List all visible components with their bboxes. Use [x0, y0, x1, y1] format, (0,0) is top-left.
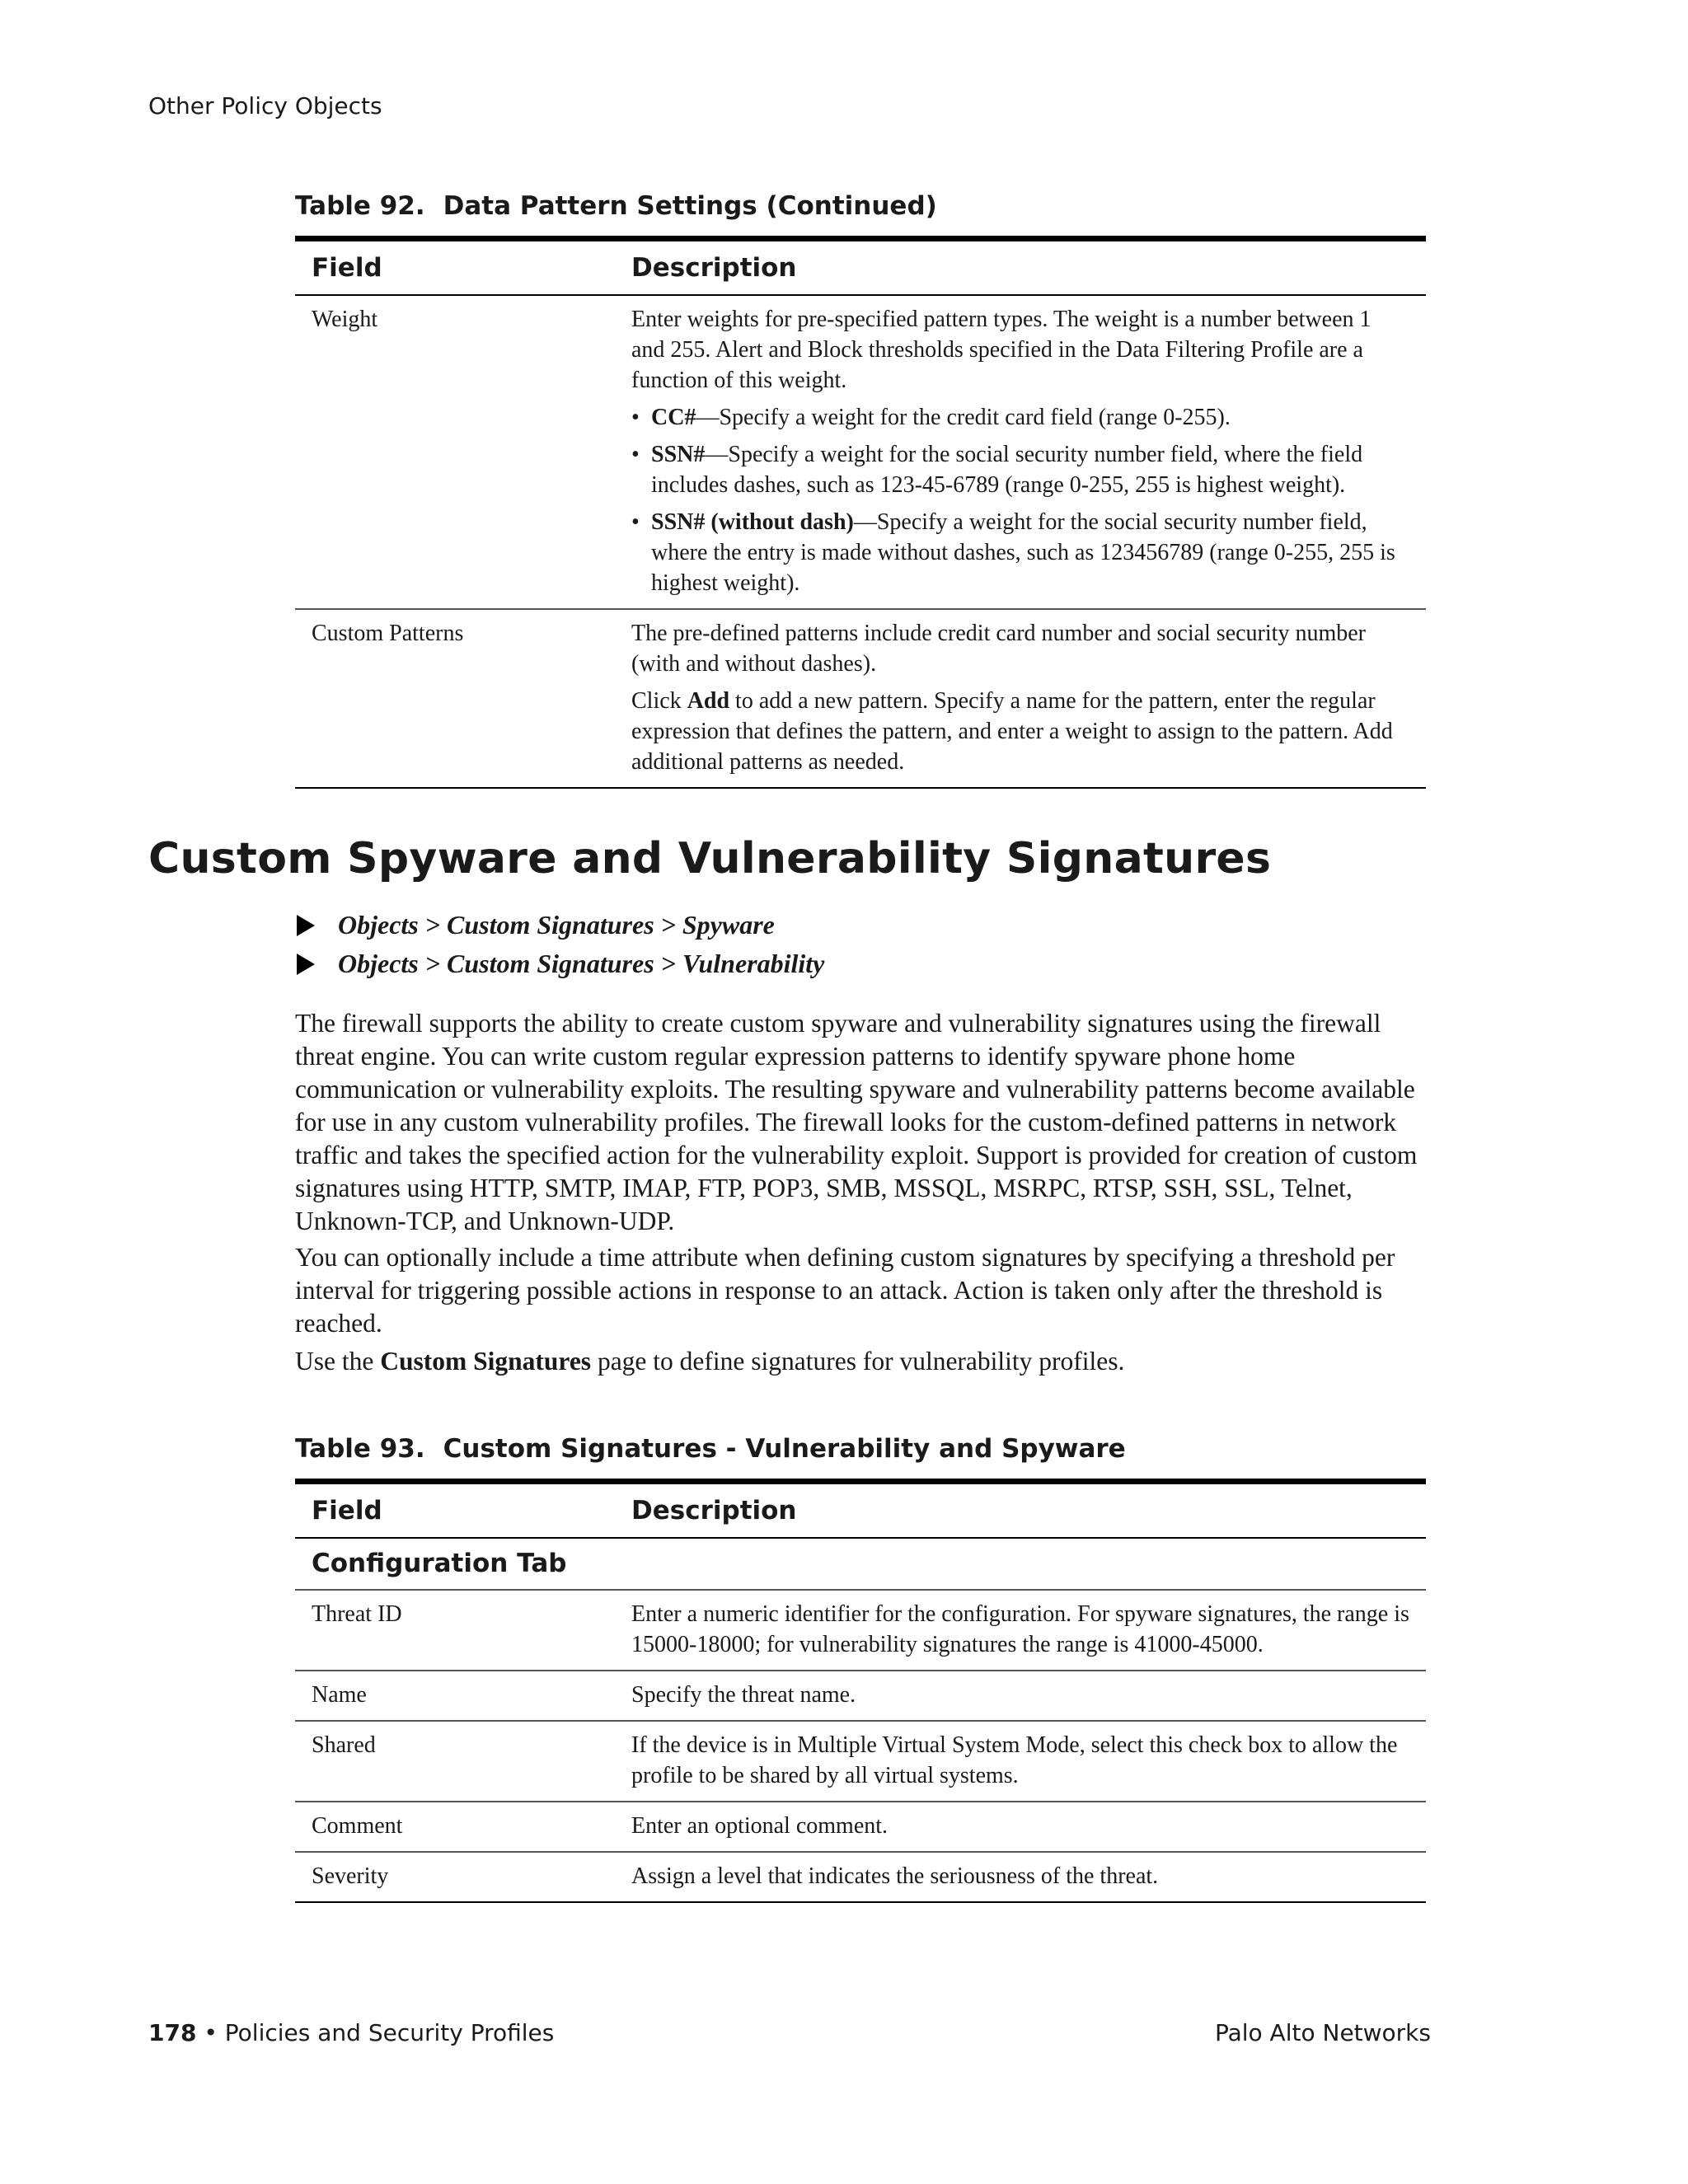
field-shared: Shared	[295, 1721, 615, 1802]
description-comment: Enter an optional comment.	[615, 1802, 1426, 1852]
table-row	[295, 609, 1426, 788]
table-header-row	[295, 239, 1426, 296]
field-custom-patterns: Custom Patterns	[295, 609, 615, 788]
table-row	[295, 1802, 1426, 1852]
table-section-row	[295, 1538, 1426, 1590]
bullet-item: • SSN# (without dash)—Specify a weight for the social security number field, where the entry is made without dashes, such as 123456789 (range 0-255, 255 is highest weight).	[631, 507, 1409, 598]
table-92-number: Table 92.	[295, 191, 425, 221]
section-title: Custom Spyware and Vulnerability Signatures	[148, 834, 1272, 883]
field-threat-id: Threat ID	[295, 1590, 615, 1671]
table-93	[295, 1479, 1426, 1903]
table-row	[295, 1671, 1426, 1721]
description-threat-id: Enter a numeric identifier for the configuration. For spyware signatures, the range is 15000-18000; for vulnerability signatures the range is 41000-45000.	[615, 1590, 1426, 1671]
column-header-description: Description	[615, 1482, 1426, 1539]
table-92-title: Data Pattern Settings (Continued)	[443, 191, 937, 221]
table-93-caption	[295, 1434, 1126, 1464]
chapter-title: Policies and Security Profiles	[224, 2019, 555, 2046]
configuration-tab-heading: Configuration Tab	[295, 1538, 1426, 1590]
custom-patterns-p2: Click Add to add a new pattern. Specify a name for the pattern, enter the regular expression that defines the pattern, and enter a weight to assign to the pattern. Add additional patterns as needed.	[631, 688, 1393, 775]
table-92-caption	[295, 191, 937, 221]
paragraph-time-attribute: You can optionally include a time attribute when defining custom signatures by specifying a threshold per interval for triggering possible actions in response to an attack. Action is taken only after the threshold is reached.	[295, 1243, 1395, 1338]
field-name: Name	[295, 1671, 615, 1721]
table-row	[295, 1852, 1426, 1902]
page-number: 178	[148, 2019, 197, 2046]
table-92	[295, 236, 1426, 789]
description-name: Specify the threat name.	[615, 1671, 1426, 1721]
paragraph-intro: The firewall supports the ability to create custom spyware and vulnerability signatures using the firewall threat engine. You can write custom regular expression patterns to identify spyware phone home communication or vulnerability exploits. The resulting spyware and vulnerability patterns become available for use in any custom vulnerability profiles. The firewall looks for the custom-defined patterns in network traffic and takes the specified action for the vulnerability exploit. Support is provided for creation of custom signatures using HTTP, SMTP, IMAP, FTP, POP3, SMB, MSSQL, MSRPC, RTSP, SSH, SSL, Telnet, Unknown-TCP, and Unknown-UDP.	[295, 1009, 1418, 1235]
column-header-description: Description	[615, 239, 1426, 296]
weight-intro: Enter weights for pre-specified pattern types. The weight is a number between 1 and 255. Alert and Block thresholds specified in the Data Filtering Profile are a function of this weight.	[631, 307, 1372, 393]
column-header-field: Field	[295, 239, 615, 296]
play-arrow-icon	[297, 954, 315, 975]
description-shared: If the device is in Multiple Virtual System Mode, select this check box to allow the profile to be shared by all virtual systems.	[615, 1721, 1426, 1802]
field-severity: Severity	[295, 1852, 615, 1902]
table-93-number: Table 93.	[295, 1434, 425, 1464]
field-comment: Comment	[295, 1802, 615, 1852]
table-row	[295, 295, 1426, 609]
paragraph-custom-signatures: Use the Custom Signatures page to define signatures for vulnerability profiles.	[295, 1347, 1125, 1376]
table-row	[295, 1721, 1426, 1802]
table-93-title: Custom Signatures - Vulnerability and Spyware	[443, 1434, 1126, 1464]
bullet-item: • CC#—Specify a weight for the credit card field (range 0-255).	[631, 402, 1409, 433]
custom-patterns-p1: The pre-defined patterns include credit card number and social security number (with and without dashes).	[631, 621, 1366, 677]
table-header-row	[295, 1482, 1426, 1539]
nav-path-spyware: Objects > Custom Signatures > Spyware	[297, 910, 775, 940]
description-severity: Assign a level that indicates the seriousness of the threat.	[615, 1852, 1426, 1902]
description-weight	[615, 295, 1426, 609]
running-head: Other Policy Objects	[148, 92, 382, 120]
nav-path-vulnerability: Objects > Custom Signatures > Vulnerability	[297, 949, 824, 979]
footer-left: 178 • Policies and Security Profiles	[148, 2019, 555, 2046]
description-custom-patterns	[615, 609, 1426, 788]
bullet-item: • SSN#—Specify a weight for the social security number field, where the field includes dashes, such as 123-45-6789 (range 0-255, 255 is highest weight).	[631, 439, 1409, 500]
table-row	[295, 1590, 1426, 1671]
footer-company: Palo Alto Networks	[1214, 2019, 1431, 2046]
play-arrow-icon	[297, 915, 315, 936]
field-weight: Weight	[295, 295, 615, 609]
column-header-field: Field	[295, 1482, 615, 1539]
